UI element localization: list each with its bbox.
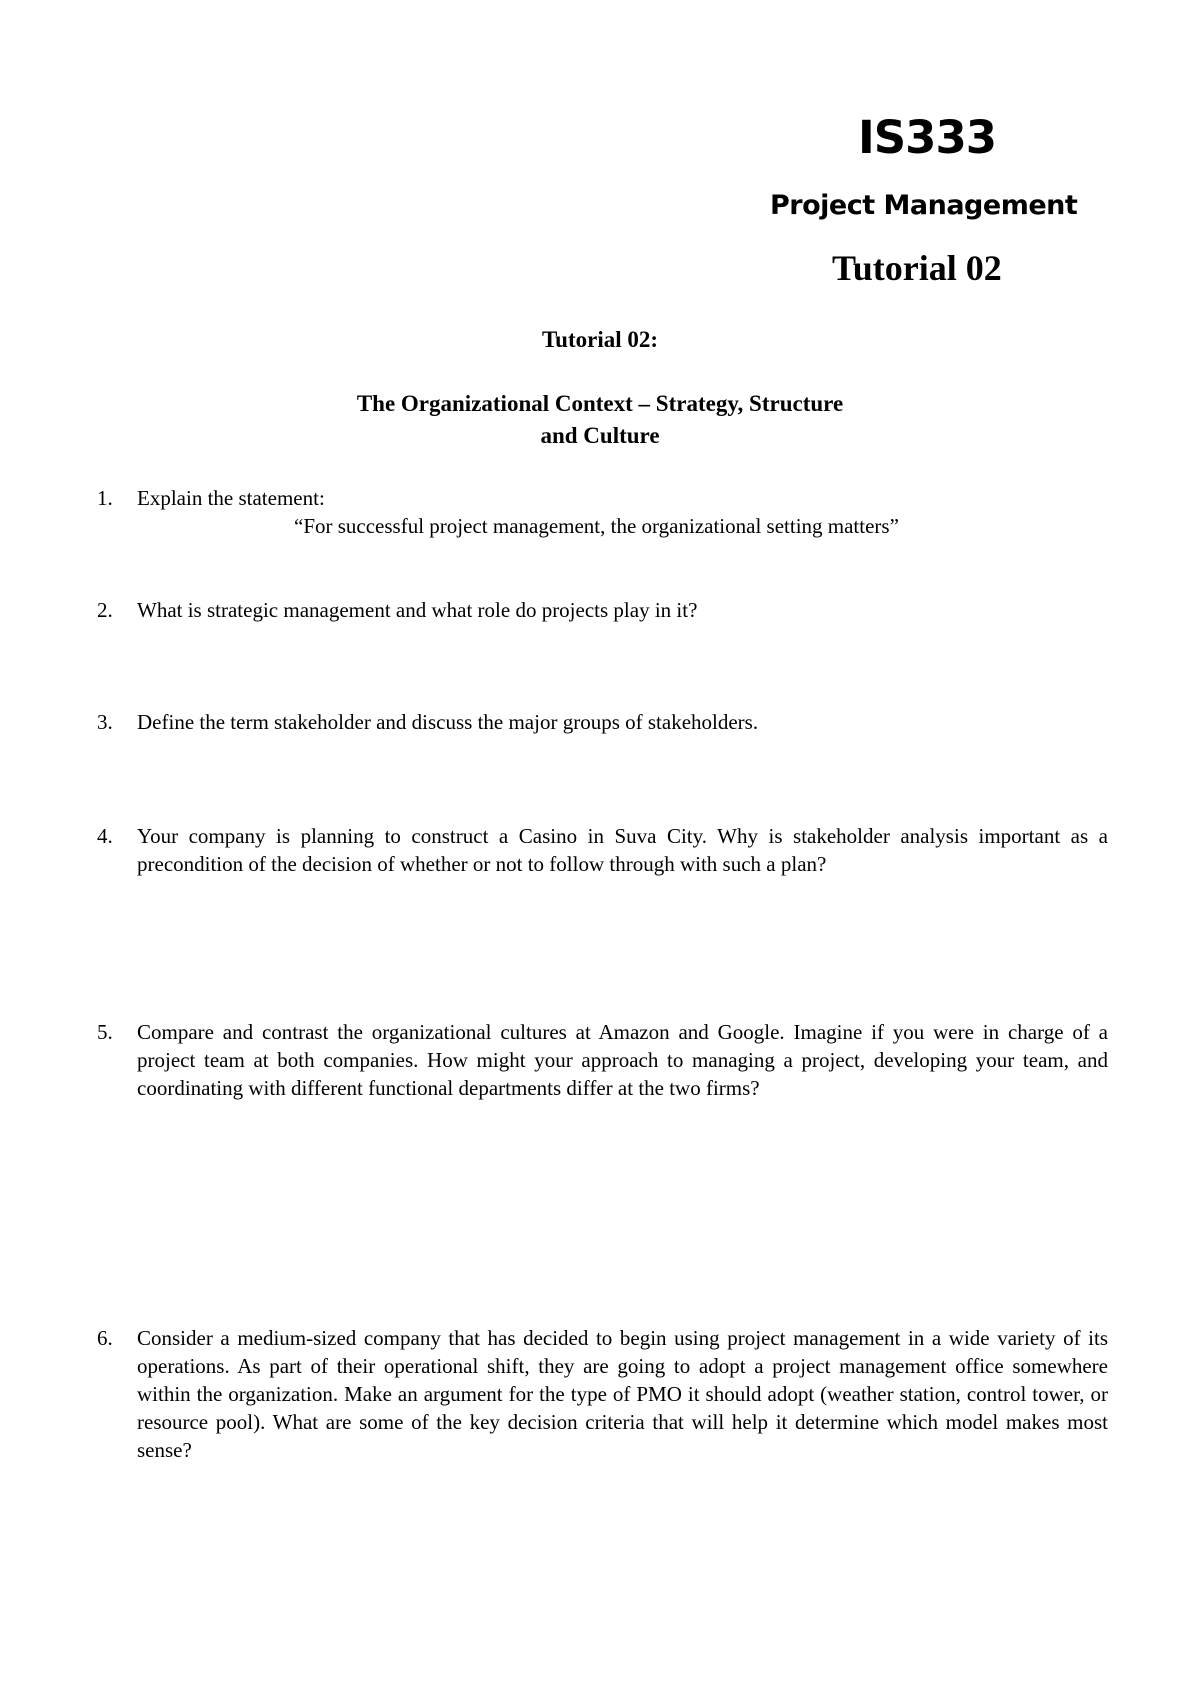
question-text: Define the term stakeholder and discuss the major groups of stakeholders. bbox=[137, 710, 759, 734]
tutorial-number: Tutorial 02 bbox=[832, 248, 1002, 288]
question-3 bbox=[97, 708, 1108, 736]
question-number: 4. bbox=[97, 824, 113, 848]
course-code: IS333 bbox=[858, 111, 997, 164]
question-1 bbox=[97, 484, 1108, 540]
question-number: 2. bbox=[97, 598, 113, 622]
question-number: 6. bbox=[97, 1326, 113, 1350]
question-number: 5. bbox=[97, 1020, 113, 1044]
tutorial-heading: Tutorial 02: bbox=[541, 327, 659, 352]
course-name: Project Management bbox=[770, 190, 1078, 221]
question-4 bbox=[97, 822, 1108, 878]
tutorial-title-line-2: and Culture bbox=[540, 423, 660, 448]
question-number: 1. bbox=[97, 486, 113, 510]
question-5 bbox=[97, 1018, 1108, 1102]
question-2 bbox=[97, 596, 1108, 624]
question-text: Consider a medium-sized company that has decided to begin using project management in a wide variety of its operations. As part of their operational shift, they are going to adopt a project management office somewhere within the organization. Make an argument for the type of PMO it should adopt (weather station, control tower, or resource pool). What are some of the key decision criteria that will help it determine which model makes most sense? bbox=[137, 1326, 1108, 1462]
tutorial-title-line-1: The Organizational Context – Strategy, Structure bbox=[356, 391, 844, 416]
question-quote: “For successful project management, the organizational setting matters” bbox=[294, 514, 899, 538]
question-number: 3. bbox=[97, 710, 113, 734]
question-text: What is strategic management and what role do projects play in it? bbox=[137, 598, 698, 622]
question-text: Explain the statement: bbox=[137, 486, 325, 510]
question-6 bbox=[97, 1324, 1108, 1464]
question-text: Compare and contrast the organizational cultures at Amazon and Google. Imagine if you were in charge of a project team at both companies. How might your approach to managing a project, developing your team, and coordinating with different functional departments differ at the two firms? bbox=[137, 1020, 1108, 1100]
question-text: Your company is planning to construct a Casino in Suva City. Why is stakeholder analysis important as a precondition of the decision of whether or not to follow through with such a plan? bbox=[137, 824, 1108, 876]
